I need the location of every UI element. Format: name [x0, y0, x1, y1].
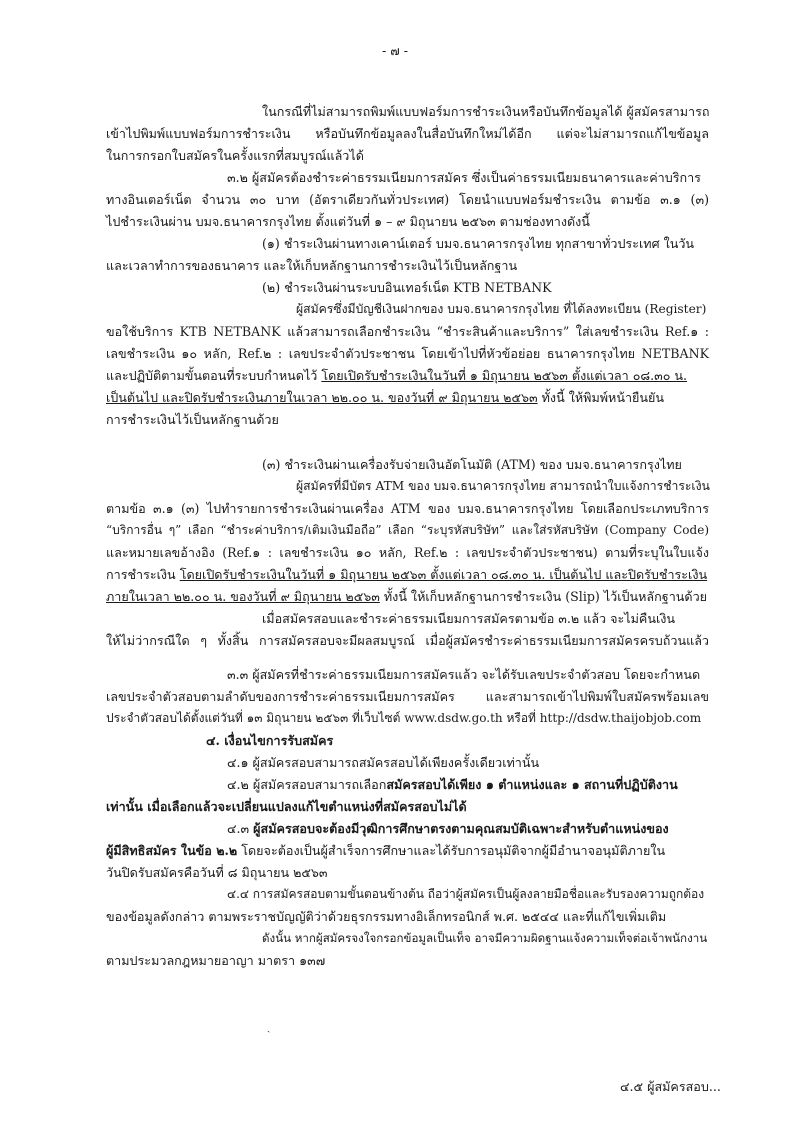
stray-mark: ˎ [267, 1022, 271, 1033]
paragraph-line: ในกรณีที่ไม่สามารถพิมพ์แบบฟอร์มการชำระเงินหรือบันทึกข้อมูลได้ ผู้สมัครสามารถ [262, 104, 710, 119]
paragraph-line: ตามข้อ ๓.๑ (๓) ไปทำรายการชำระเงินผ่านเครื่อง ATM ของ บมจ.ธนาคารกรุงไทย โดยเลือกประเภทบริการ [106, 501, 709, 516]
paragraph-line: และหมายเลขอ้างอิง (Ref.๑ : เลขชำระเงิน ๑๐ หลัก, Ref.๒ : เลขประจำตัวประชาชน) ตามที่ระบุในใบแจ้ง [106, 545, 709, 560]
netbank-period-text: โดยเปิดรับชำระเงินในวันที่ ๑ มิถุนายน ๒๕๖๓ ตั้งแต่เวลา ๐๘.๓๐ น. [321, 368, 688, 383]
paragraph-line: ภายในเวลา ๒๒.๐๐ น. ของวันที่ ๙ มิถุนายน ๒๕๖๓ ทั้งนี้ ให้เก็บหลักฐานการชำระเงิน (Slip) ไว้เป็นหลักฐานด้วย [106, 589, 708, 604]
paragraph-line: ของข้อมูลดังกล่าว ตามพระราชบัญญัติว่าด้วยธุรกรรมทางอิเล็กทรอนิกส์ พ.ศ. ๒๕๔๔ และที่แก้ไขเพิ่มเติม [106, 909, 667, 924]
netbank-period-text: เป็นต้นไป และปิดรับชำระเงินภายในเวลา ๒๒.๐๐ น. ของวันที่ ๙ มิถุนายน ๒๕๖๓ [106, 390, 538, 405]
paragraph-line: เลขประจำตัวสอบตามลำดับของการชำระค่าธรรมเนียมการสมัคร และสามารถเข้าไปพิมพ์ใบสมัครพร้อมเลข [106, 689, 709, 704]
section-4-1-text: ๔.๑ ผู้สมัครสอบสามารถสมัครสอบได้เพียงครั้งเดียวเท่านั้น [227, 755, 540, 770]
paragraph-line: เป็นต้นไป และปิดรับชำระเงินภายในเวลา ๒๒.๐๐ น. ของวันที่ ๙ มิถุนายน ๒๕๖๓ ทั้งนี้ ให้พิมพ์หน้ายืนยัน [106, 390, 665, 405]
paragraph-line: และปฏิบัติตามขั้นตอนที่ระบบกำหนดไว้ โดยเปิดรับชำระเงินในวันที่ ๑ มิถุนายน ๒๕๖๓ ตั้งแต่เวลา ๐๘.๓๐ น. [106, 368, 688, 383]
section-4-4-text: ๔.๔ การสมัครสอบตามขั้นตอนข้างต้น ถือว่าผู้สมัครเป็นผู้ลงลายมือชื่อและรับรองความถูกต้อง [227, 887, 705, 901]
paragraph-line: ผู้สมัครซึ่งมีบัญชีเงินฝากของ บมจ.ธนาคารกรุงไทย ที่ได้ลงทะเบียน (Register) [296, 302, 707, 316]
paragraph-line: ผู้สมัครที่มีบัตร ATM ของ บมจ.ธนาคารกรุงไทย สามารถนำใบแจ้งการชำระเงิน [296, 479, 710, 493]
section-4-2-text: ๔.๒ ผู้สมัครสอบสามารถเลือกสมัครสอบได้เพียง ๑ ตำแหน่งและ ๑ สถานที่ปฏิบัติงาน [227, 777, 678, 792]
paragraph-line: “บริการอื่น ๆ” เลือก “ชำระค่าบริการ/เติมเงินมือถือ” เลือก “ระบุรหัสบริษัท” และใส่รหัสบริษัท (Company Code) [106, 523, 709, 537]
paragraph-line: เลขชำระเงิน ๑๐ หลัก, Ref.๒ : เลขประจำตัวประชาชน โดยเข้าไปที่หัวข้อย่อย ธนาคารกรุงไทย NETBANK [106, 346, 709, 361]
paragraph-line: วันปิดรับสมัครคือวันที่ ๘ มิถุนายน ๒๕๖๓ [106, 865, 328, 880]
paragraph-line: การชำระเงินไว้เป็นหลักฐานด้วย [106, 412, 279, 427]
paragraph-line: เมื่อสมัครสอบและชำระค่าธรรมเนียมการสมัครตามข้อ ๓.๒ แล้ว จะไม่คืนเงิน [262, 611, 676, 626]
paragraph-line: ประจำตัวสอบได้ตั้งแต่วันที่ ๑๓ มิถุนายน ๒๕๖๓ ที่เว็บไซต์ www.dsdw.go.th หรือที่ http://dsdw.thaijobjob.com [106, 711, 702, 725]
page-number: - ๗ - [382, 43, 408, 58]
paragraph-line: การชำระเงิน โดยเปิดรับชำระเงินในวันที่ ๑ มิถุนายน ๒๕๖๓ ตั้งแต่เวลา ๐๘.๓๐ น. เป็นต้นไป และปิดรับชำระเงิน [106, 567, 708, 582]
atm-period-text: โดยเปิดรับชำระเงินในวันที่ ๑ มิถุนายน ๒๕๖๓ ตั้งแต่เวลา ๐๘.๓๐ น. เป็นต้นไป และปิดรับชำระเงิน [179, 567, 708, 582]
paragraph-line: ตามประมวลกฎหมายอาญา มาตรา ๑๓๗ [106, 953, 326, 968]
section-3-3-heading: ๓.๓ ผู้สมัครที่ชำระค่าธรรมเนียมการสมัครแล้ว จะได้รับเลขประจำตัวสอบ โดยจะกำหนด [227, 667, 701, 682]
section-4-heading: ๔. เงื่อนไขการรับสมัคร [206, 733, 334, 748]
paragraph-line: และเวลาทำการของธนาคาร และให้เก็บหลักฐานการชำระเงินไว้เป็นหลักฐาน [106, 258, 518, 273]
paragraph-line: เข้าไปพิมพ์แบบฟอร์มการชำระเงิน หรือบันทึกข้อมูลลงในสื่อบันทึกใหม่ได้อีก แต่จะไม่สามารถแก้ไขข้อมูล [106, 126, 709, 141]
item-1-heading: (๑) ชำระเงินผ่านทางเคาน์เตอร์ บมจ.ธนาคารกรุงไทย ทุกสาขาทั่วประเทศ ในวัน [262, 236, 695, 251]
paragraph-line: ไปชำระเงินผ่าน บมจ.ธนาคารกรุงไทย ตั้งแต่วันที่ ๑ – ๙ มิถุนายน ๒๕๖๓ ตามช่องทางดังนี้ [106, 214, 590, 229]
item-3-heading: (๓) ชำระเงินผ่านเครื่องรับจ่ายเงินอัตโนมัติ (ATM) ของ บมจ.ธนาคารกรุงไทย [262, 457, 682, 472]
paragraph-line: ผู้มีสิทธิสมัคร ในข้อ ๒.๒ โดยจะต้องเป็นผู้สำเร็จการศึกษาและได้รับการอนุมัติจากผู้มีอำนาจอนุมัติภายใน [106, 843, 666, 858]
continuation-text: ๔.๕ ผู้สมัครสอบ... [620, 1079, 721, 1094]
paragraph-line: ดังนั้น หากผู้สมัครจงใจกรอกข้อมูลเป็นเท็จ อาจมีความผิดฐานแจ้งความเท็จต่อเจ้าพนักงาน [262, 931, 708, 945]
paragraph-line: เท่านั้น เมื่อเลือกแล้วจะเปลี่ยนแปลงแก้ไขตำแหน่งที่สมัครสอบไม่ได้ [106, 799, 467, 814]
paragraph-line: ทางอินเตอร์เน็ต จำนวน ๓๐ บาท (อัตราเดียวกันทั่วประเทศ) โดยนำแบบฟอร์มชำระเงิน ตามข้อ ๓.๑ (๓) [106, 192, 709, 207]
paragraph-line: ขอใช้บริการ KTB NETBANK แล้วสามารถเลือกชำระเงิน “ชำระสินค้าและบริการ” ใส่เลขชำระเงิน Ref.๑ : [106, 324, 709, 339]
paragraph-line: ให้ไม่ว่ากรณีใด ๆ ทั้งสิ้น การสมัครสอบจะมีผลสมบูรณ์ เมื่อผู้สมัครชำระค่าธรรมเนียมการสมัครครบถ้วนแล้ว [106, 633, 709, 648]
paragraph-line: ในการกรอกใบสมัครในครั้งแรกที่สมบูรณ์แล้วได้ [106, 148, 364, 163]
atm-period-text: ภายในเวลา ๒๒.๐๐ น. ของวันที่ ๙ มิถุนายน ๒๕๖๓ [106, 589, 380, 604]
section-3-2-heading: ๓.๒ ผู้สมัครต้องชำระค่าธรรมเนียมการสมัคร ซึ่งเป็นค่าธรรมเนียมธนาคารและค่าบริการ [227, 170, 701, 185]
item-2-heading: (๒) ชำระเงินผ่านระบบอินเทอร์เน็ต KTB NETBANK [262, 280, 552, 295]
section-4-3-text: ๔.๓ ผู้สมัครสอบจะต้องมีวุฒิการศึกษาตรงตามคุณสมบัติเฉพาะสำหรับตำแหน่งของ [227, 821, 669, 836]
